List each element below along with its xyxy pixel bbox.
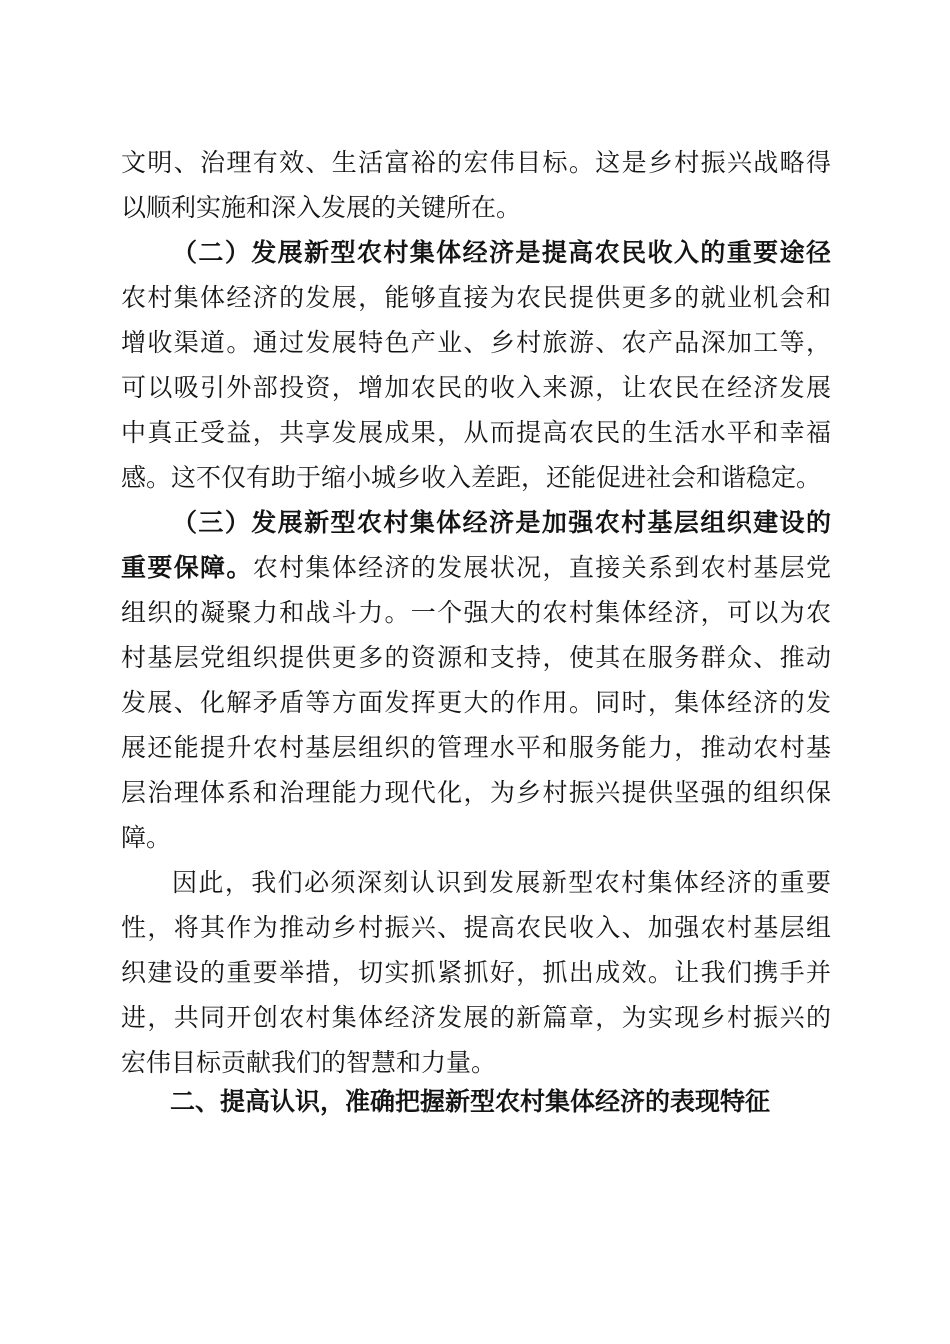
paragraph-2-line-3: 可以吸引外部投资，增加农民的收入来源，让农民在经济发展 (121, 373, 831, 402)
paragraph-3-line-4: 展还能提升农村基层组织的管理水平和服务能力，推动农村基 (121, 733, 831, 762)
paragraph-4-line-5: 宏伟目标贡献我们的智慧和力量。 (121, 1048, 497, 1077)
paragraph-3-lead-rest: 农村集体经济的发展状况，直接关系到农村基层党 (252, 553, 831, 582)
paragraph-4-line-1: 因此，我们必须深刻认识到发展新型农村集体经济的重要 (172, 868, 831, 897)
paragraph-4-line-3: 织建设的重要举措，切实抓紧抓好，抓出成效。让我们携手并 (121, 958, 831, 987)
paragraph-1-line-1: 文明、治理有效、生活富裕的宏伟目标。这是乡村振兴战略得 (121, 148, 831, 177)
paragraph-3-lead-line-2 (121, 548, 831, 588)
paragraph-1-line-2: 以顺利实施和深入发展的关键所在。 (121, 193, 522, 222)
paragraph-2-lead: （二）发展新型农村集体经济是提高农民收入的重要途径 (172, 238, 831, 267)
paragraph-4-line-4: 进，共同开创农村集体经济发展的新篇章，为实现乡村振兴的 (121, 1003, 831, 1032)
paragraph-3-lead-line-1: （三）发展新型农村集体经济是加强农村基层组织建设的 (172, 508, 831, 537)
paragraph-2-line-2: 增收渠道。通过发展特色产业、乡村旅游、农产品深加工等， (121, 328, 831, 357)
paragraph-3-line-3: 发展、化解矛盾等方面发挥更大的作用。同时，集体经济的发 (121, 688, 831, 717)
paragraph-4-line-2: 性，将其作为推动乡村振兴、提高农民收入、加强农村基层组 (121, 913, 831, 942)
paragraph-3-lead-bold: 重要保障。 (121, 553, 253, 582)
section-heading: 二、提高认识，准确把握新型农村集体经济的表现特征 (170, 1087, 771, 1116)
paragraph-3-line-2: 村基层党组织提供更多的资源和支持，使其在服务群众、推动 (121, 643, 831, 672)
paragraph-3-line-5: 层治理体系和治理能力现代化，为乡村振兴提供坚强的组织保 (121, 778, 831, 807)
paragraph-2-line-5: 感。这不仅有助于缩小城乡收入差距，还能促进社会和谐稳定。 (121, 463, 822, 492)
paragraph-3-line-1: 组织的凝聚力和战斗力。一个强大的农村集体经济，可以为农 (121, 598, 831, 627)
paragraph-2-line-4: 中真正受益，共享发展成果，从而提高农民的生活水平和幸福 (121, 418, 831, 447)
paragraph-2-line-1: 农村集体经济的发展，能够直接为农民提供更多的就业机会和 (121, 283, 831, 312)
paragraph-3-line-6: 障。 (121, 823, 172, 852)
